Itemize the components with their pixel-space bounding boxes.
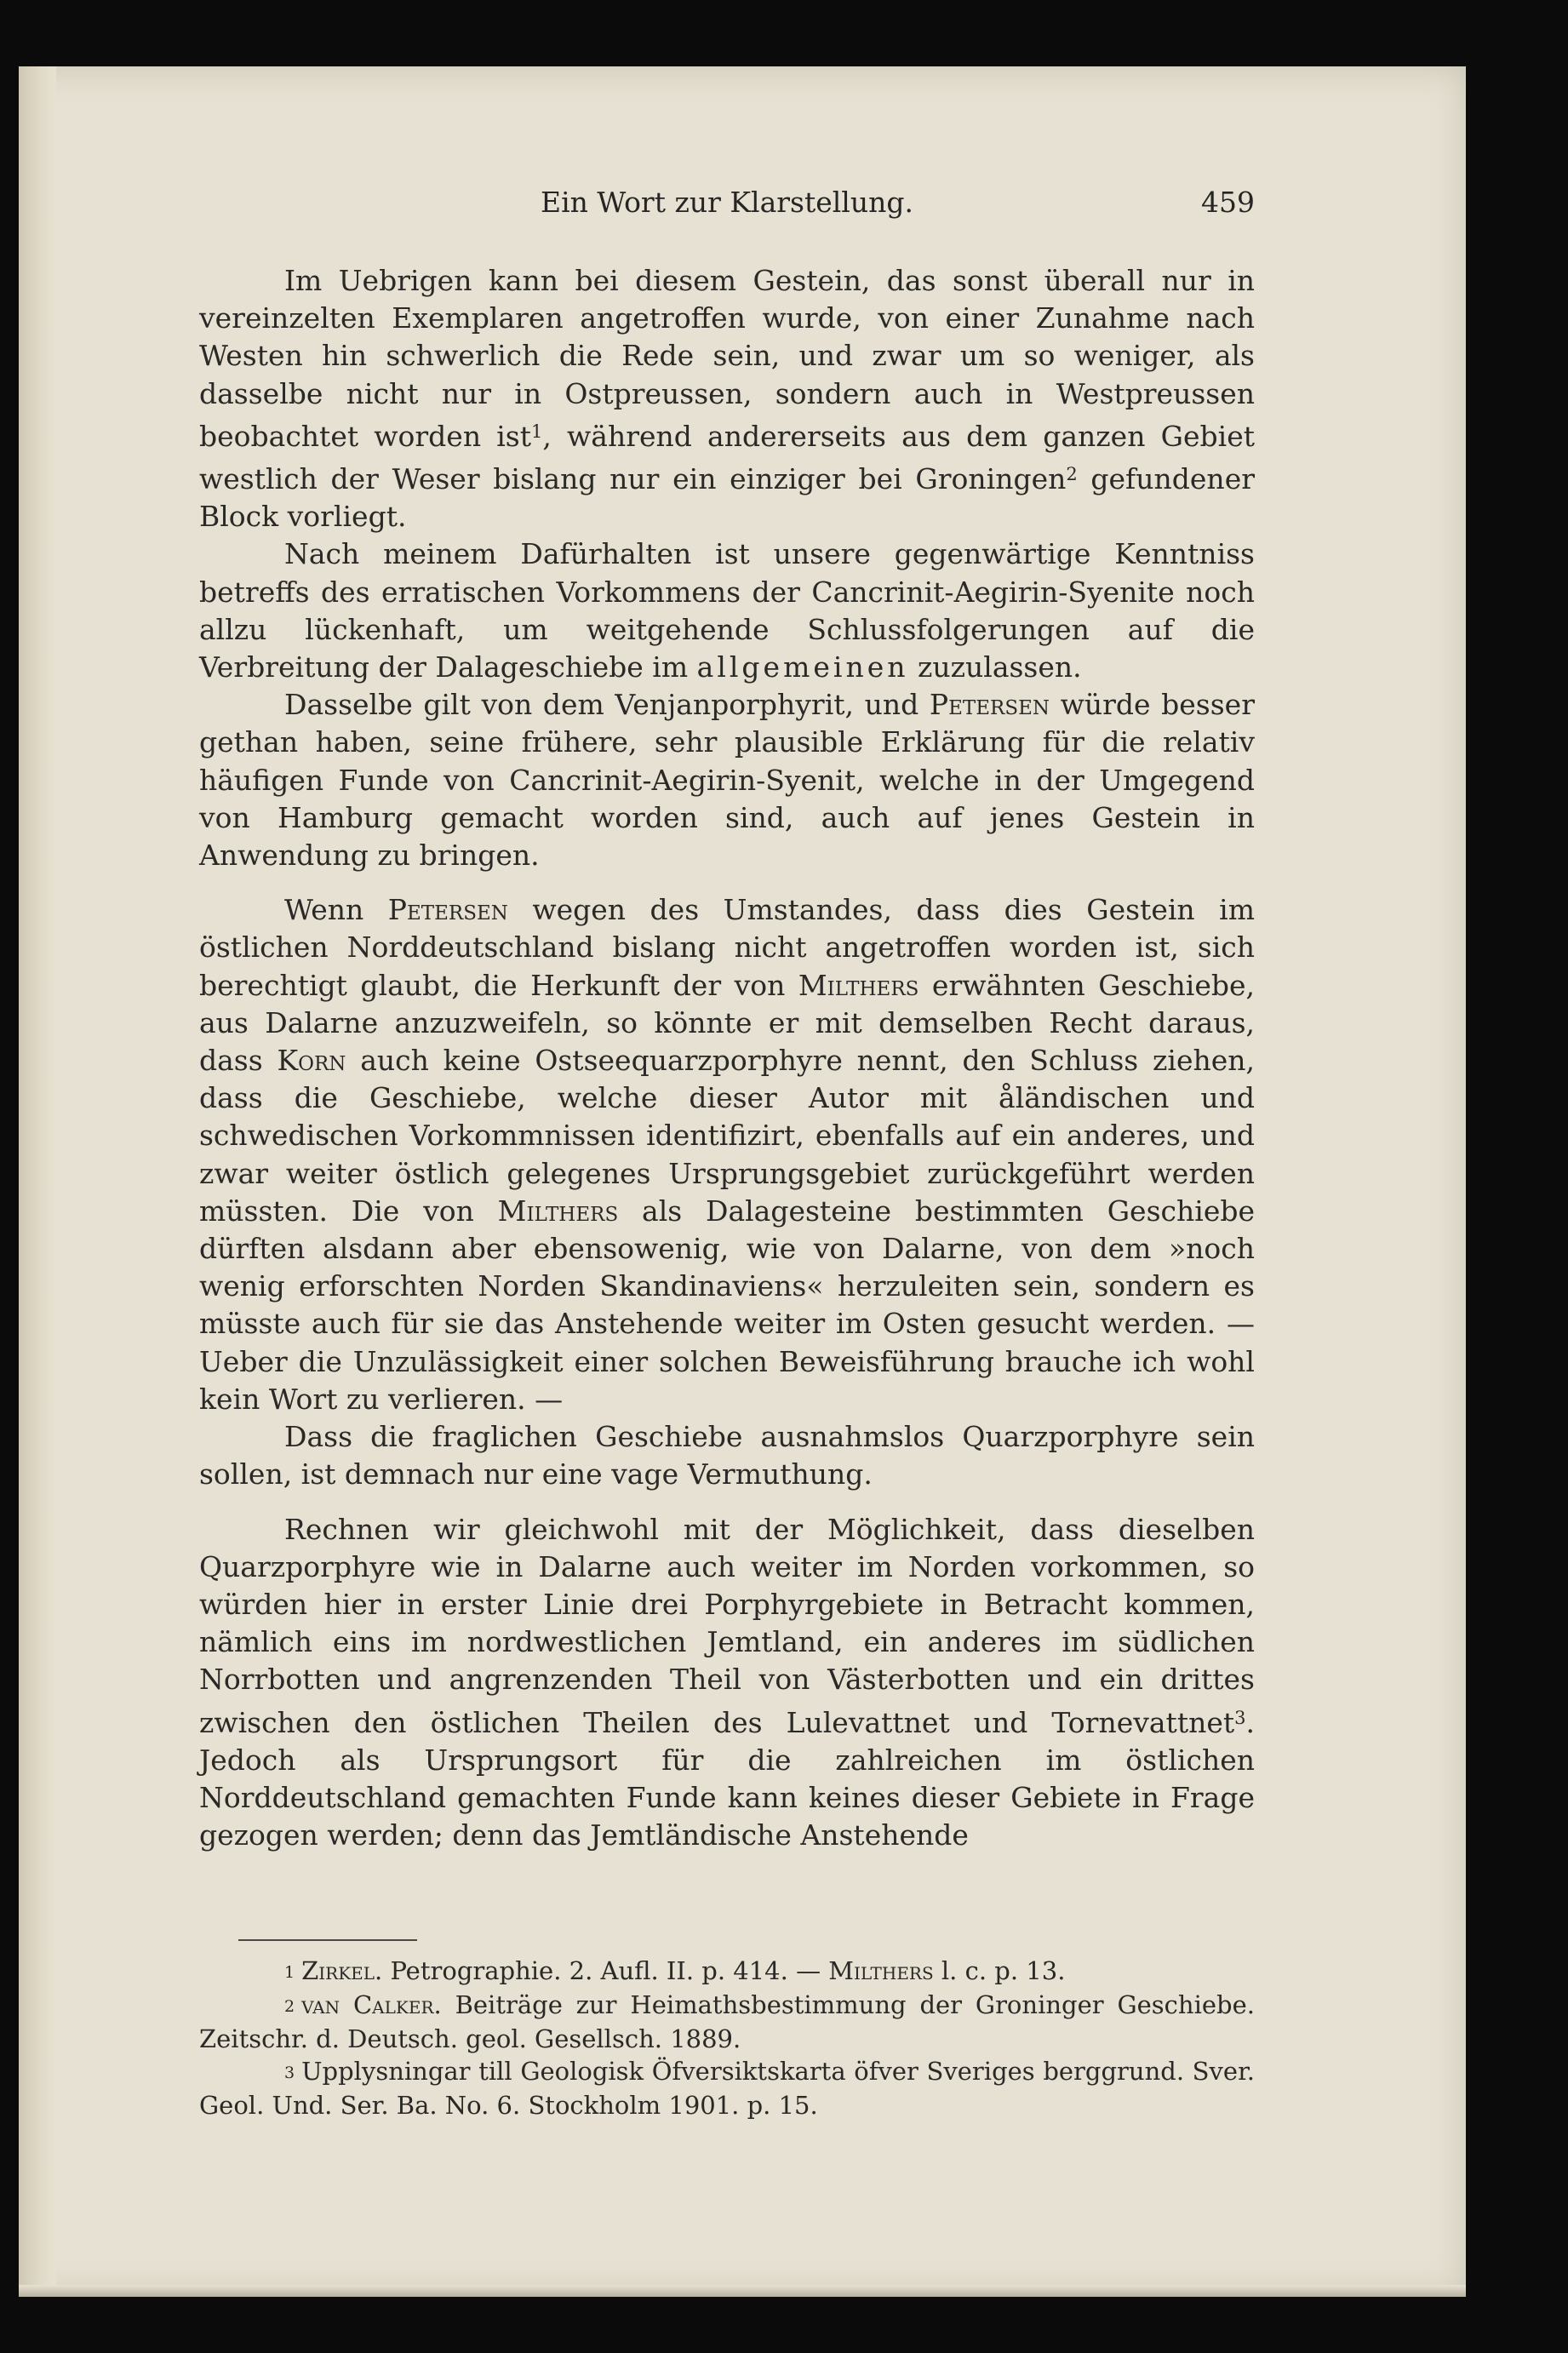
- footnote-rule: [238, 1939, 417, 1941]
- author-name: Korn: [277, 1044, 346, 1078]
- paragraph-6: [199, 1511, 1255, 1855]
- page-spine: [19, 66, 56, 2297]
- footnote-2-text: . Beiträge zur Heimathsbestimmung der Groninger Geschiebe. Zeitschr. d. Deutsch. geol. Gesellsch. 1889.: [199, 1990, 1255, 2053]
- main-text: [199, 262, 1255, 1854]
- page-bottom-edge: [19, 2285, 1466, 2297]
- paragraph-4-text-a: Wenn: [284, 893, 388, 927]
- footnote-number: 1: [284, 1963, 295, 1982]
- footnote-number: 2: [284, 1997, 295, 2016]
- paragraph-1-text-a: Im Uebrigen kann bei diesem Gestein, das sonst überall nur in vereinzelten Exemplaren angetroffen wurde, von einer Zunahme nach Westen hin schwerlich die Rede sein, und zwar um so weniger, als dasselbe nicht nur in Ostpreussen, sondern auch in Westpreussen beobachtet worden ist: [199, 264, 1255, 453]
- footnote-1-text-b: l. c. p. 13.: [933, 1956, 1066, 1985]
- paragraph-1: [199, 262, 1255, 535]
- page-number: 459: [1201, 186, 1255, 219]
- paragraph-6-text-a: Rechnen wir gleichwohl mit der Möglichkeit, dass dieselben Quarzporphyre wie in Dalarne auch weiter im Norden vorkommen, so würden hier in erster Linie drei Porphyrgebiete in Betracht kommen, nämlich eins im nordwestlichen Jemtland, ein anderes im südlichen Norrbotten und angrenzenden Theil von Västerbotten und ein drittes zwischen den östlichen Theilen des Lulevattnet und Tornevattnet: [199, 1512, 1255, 1739]
- footnote-2: [199, 1989, 1255, 2055]
- footnotes: [199, 1955, 1255, 2121]
- running-header: [199, 186, 1255, 237]
- paragraph-3: [199, 686, 1255, 874]
- footnote-ref-2: 2: [1066, 464, 1078, 485]
- paragraph-2-text-b: zuzulassen.: [908, 650, 1082, 684]
- paragraph-5: Dass die fraglichen Geschiebe ausnahmslos Quarzporphyre sein sollen, ist demnach nur eine vage Vermuthung.: [199, 1420, 1255, 1491]
- paragraph-3-text-a: Dasselbe gilt von dem Venjanporphyrit, und: [284, 688, 930, 722]
- author-name: Petersen: [387, 893, 508, 927]
- spaced-word: allgemeinen: [696, 650, 909, 684]
- paragraph-1-text-b: , während andererseits aus dem ganzen Gebiet westlich der Weser bislang nur ein einziger bei Groningen: [199, 419, 1255, 496]
- author-name: Milthers: [798, 968, 919, 1002]
- paragraph-3-text-b: würde besser gethan haben, seine frühere, sehr plausible Erklärung für die relativ häufigen Funde von Cancrinit-Aegirin-Syenit, welche in der Umgegend von Hamburg gemacht worden sind, auch auf jenes Gestein in Anwendung zu bringen.: [199, 688, 1255, 873]
- author-name: Zirkel: [301, 1956, 375, 1985]
- author-name: van Calker: [301, 1990, 434, 2019]
- footnote-1-text-a: . Petrographie. 2. Aufl. II. p. 414. —: [375, 1956, 829, 1985]
- paragraph-1-text-c: gefundener Block vorliegt.: [199, 462, 1255, 534]
- book-page: [19, 66, 1466, 2297]
- paragraph-2: [199, 535, 1255, 686]
- paragraph-2-text-a: Nach meinem Dafürhalten ist unsere gegenwärtige Kenntniss betreffs des erratischen Vorkommens der Cancrinit-Aegirin-Syenite noch allzu lückenhaft, um weitgehende Schlussfolgerungen auf die Verbreitung der Dalageschiebe im: [199, 537, 1255, 684]
- author-name: Milthers: [828, 1956, 934, 1985]
- footnote-3: [199, 2055, 1255, 2121]
- paragraph-6-text-b: . Jedoch als Ursprungsort für die zahlreichen im östlichen Norddeutschland gemachten Funde kann keines dieser Gebiete in Frage gezogen werden; denn das Jemtländische Anstehende: [199, 1705, 1255, 1852]
- paragraph-4-text-e: als Dalagesteine bestimmten Geschiebe dürften alsdann aber ebensowenig, wie von Dalarne, von dem »noch wenig erforschten Norden Skandinaviens« herzuleiten sein, sondern es müsste auch für sie das Anstehende weiter im Osten gesucht werden. — Ueber die Unzulässigkeit einer solchen Beweisführung brauche ich wohl kein Wort zu verlieren. —: [199, 1194, 1255, 1416]
- author-name: Petersen: [929, 688, 1050, 722]
- paragraph-4: [199, 891, 1255, 1418]
- paragraph-4-text-c: erwähnten Geschiebe, aus Dalarne anzuzweifeln, so könnte er mit demselben Recht daraus, dass: [199, 968, 1255, 1078]
- footnote-1: [199, 1955, 1255, 1989]
- footnote-3-text: Upplysningar till Geologisk Öfversiktskarta öfver Sveriges berggrund. Sver. Geol. Und. Ser. Ba. No. 6. Stockholm 1901. p. 15.: [199, 2057, 1255, 2120]
- footnote-ref-1: 1: [531, 421, 543, 442]
- footnote-ref-3: 3: [1234, 1707, 1246, 1728]
- running-title: Ein Wort zur Klarstellung.: [541, 186, 913, 219]
- paragraph-4-text-d: auch keine Ostseequarzporphyre nennt, den Schluss ziehen, dass die Geschiebe, welche dieser Autor mit åländischen und schwedischen Vorkommnissen identifizirt, ebenfalls auf ein anderes, und zwar weiter östlich gelegenes Ursprungsgebiet zurückgeführt werden müssten. Die von: [199, 1044, 1255, 1228]
- author-name: Milthers: [497, 1194, 619, 1228]
- footnote-number: 3: [284, 2064, 295, 2082]
- paragraph-4-text-b: wegen des Umstandes, dass dies Gestein im östlichen Norddeutschland bislang nicht angetroffen worden ist, sich berechtigt glaubt, die Herkunft der von: [199, 893, 1255, 1002]
